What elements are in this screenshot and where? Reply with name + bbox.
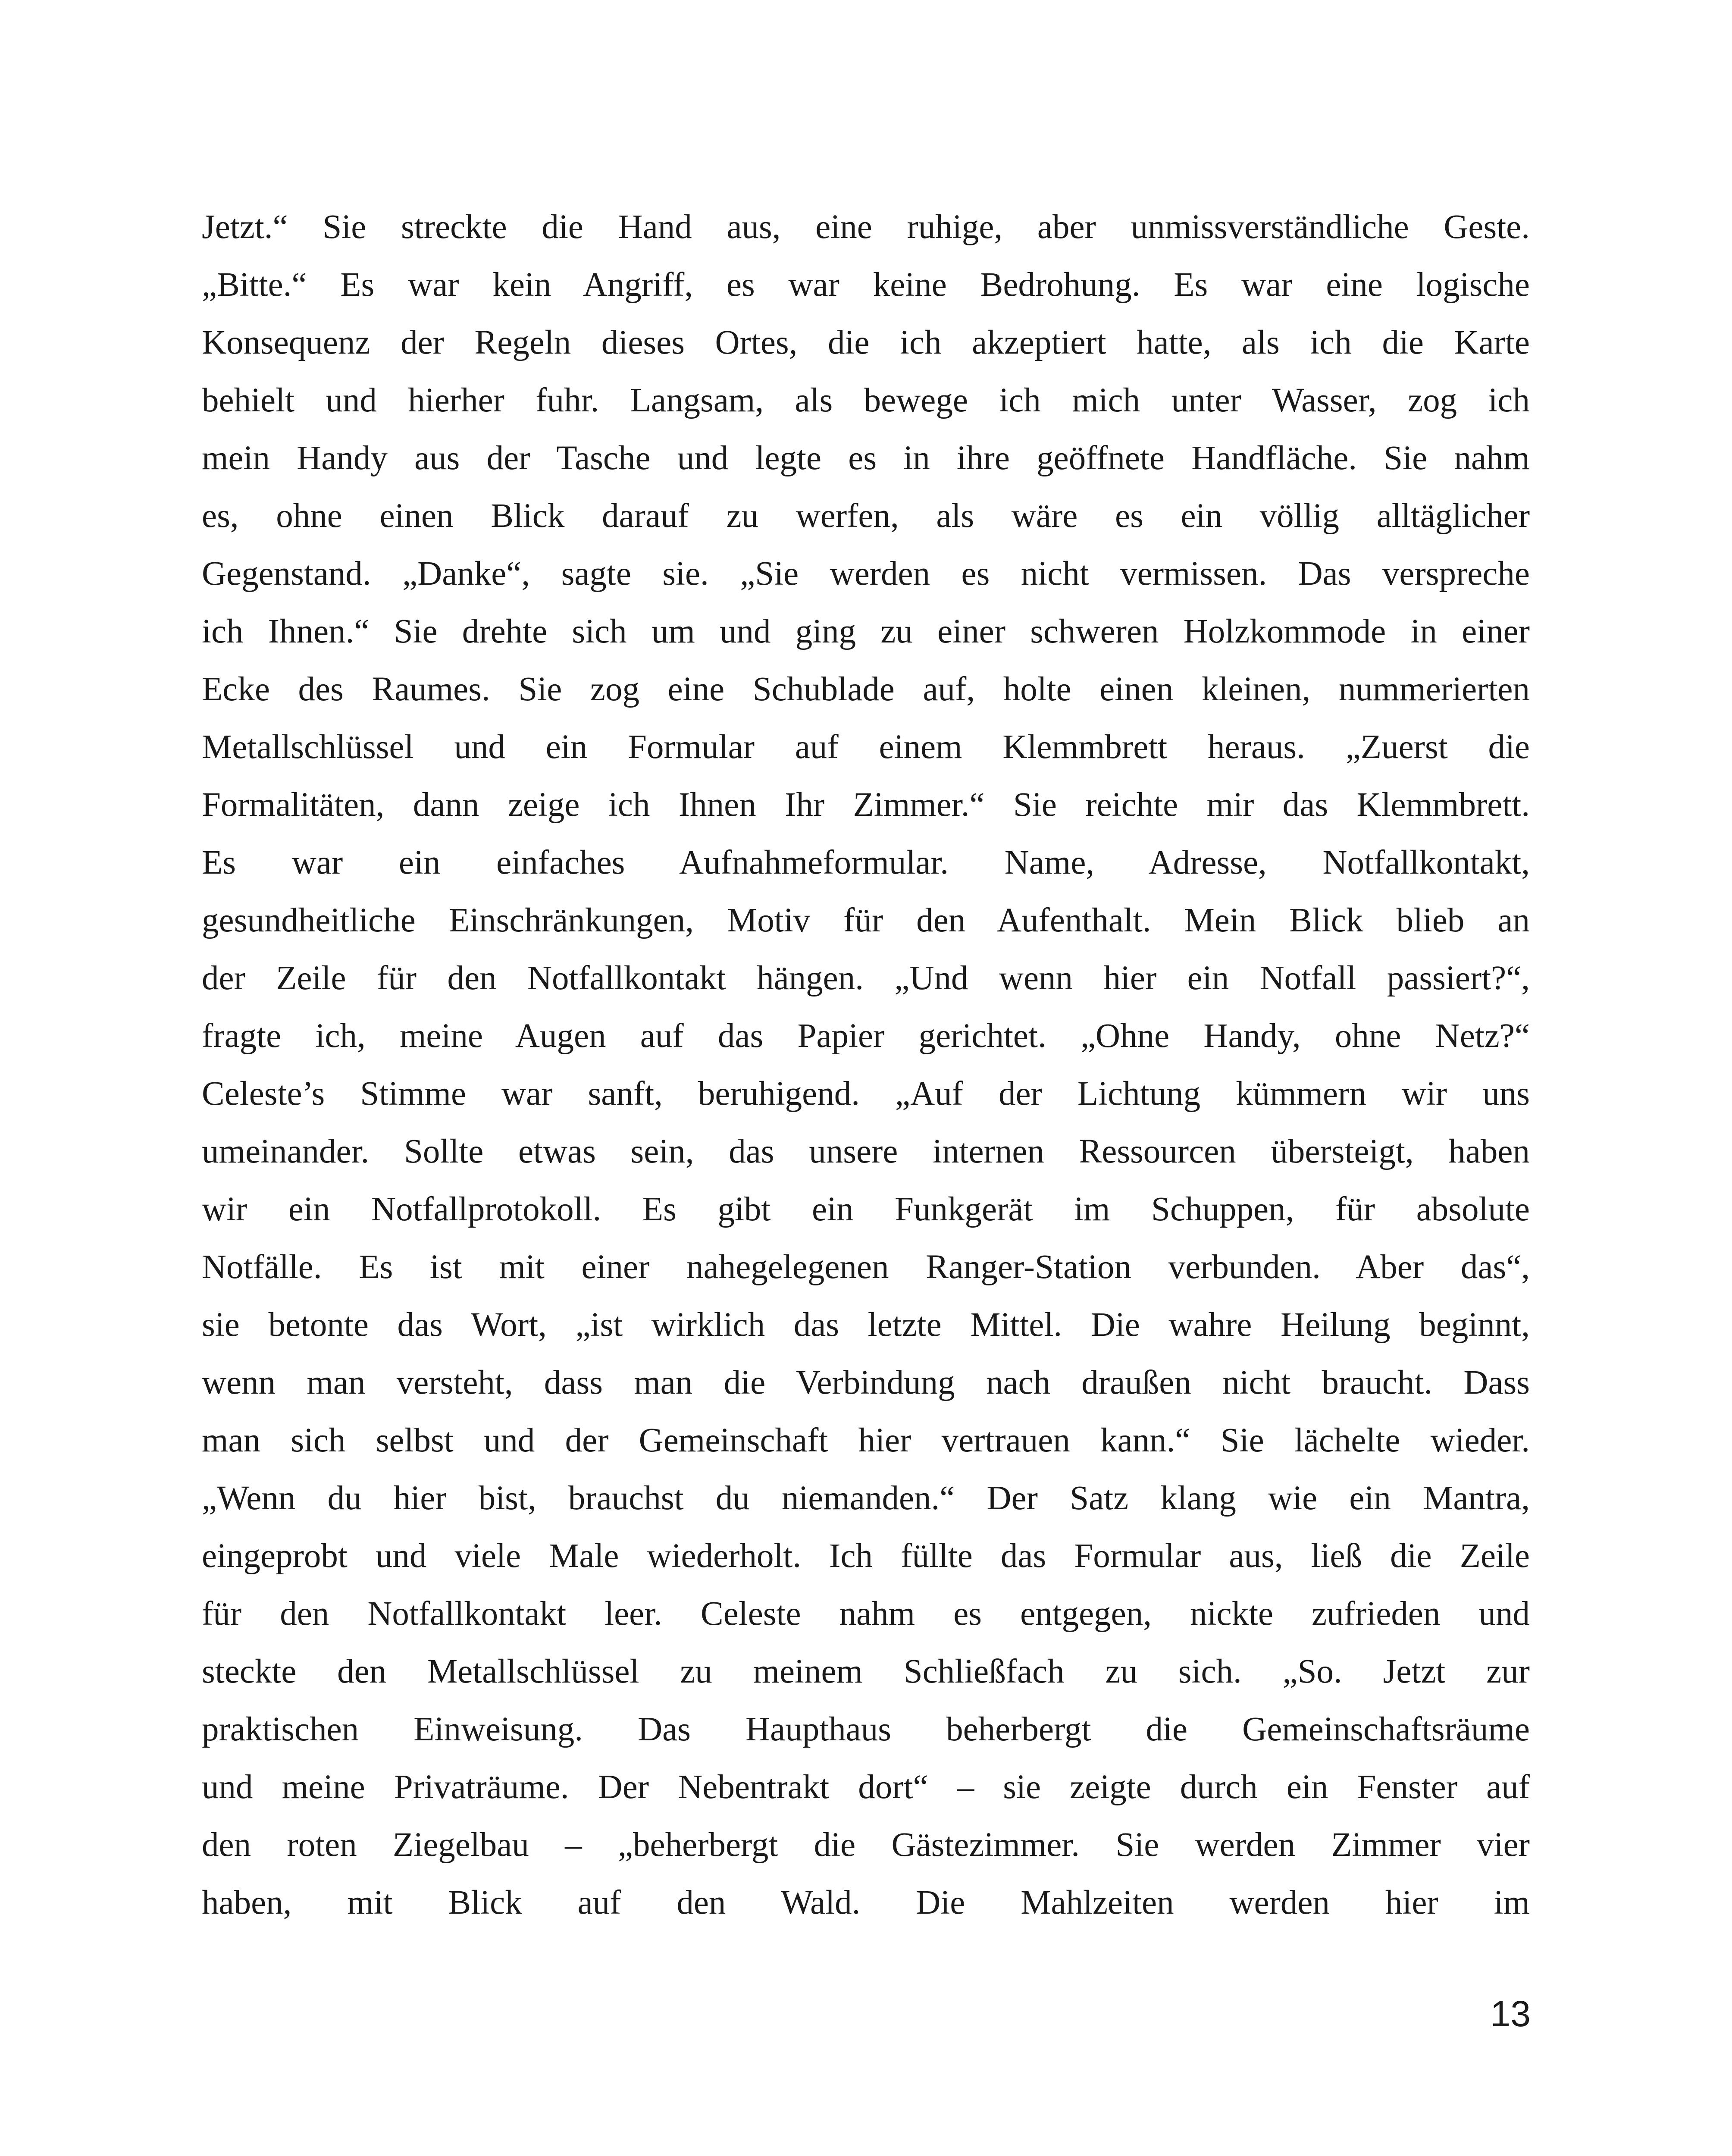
text-line: für den Notfallkontakt leer. Celeste nahm es entgegen, nickte zufrieden und [202, 1595, 1530, 1633]
text-line: und meine Privaträume. Der Nebentrakt dort“ – sie zeigte durch ein Fenster auf [202, 1768, 1530, 1806]
text-line: Es war ein einfaches Aufnahmeformular. Name, Adresse, Notfallkontakt, [202, 844, 1530, 881]
text-line: Metallschlüssel und ein Formular auf einem Klemmbrett heraus. „Zuerst die [202, 728, 1530, 766]
text-line: Jetzt.“ Sie streckte die Hand aus, eine ruhige, aber unmissverständliche Geste. [202, 208, 1530, 246]
body-text [202, 198, 1530, 1932]
text-line: „Bitte.“ Es war kein Angriff, es war keine Bedrohung. Es war eine logische [202, 266, 1530, 304]
text-line: haben, mit Blick auf den Wald. Die Mahlzeiten werden hier im [202, 1884, 1530, 1921]
text-line: gesundheitliche Einschränkungen, Motiv für den Aufenthalt. Mein Blick blieb an [202, 902, 1530, 939]
text-line: wenn man versteht, dass man die Verbindung nach draußen nicht braucht. Dass [202, 1364, 1530, 1401]
text-line: es, ohne einen Blick darauf zu werfen, als wäre es ein völlig alltäglicher [202, 497, 1530, 535]
text-line: sie betonte das Wort, „ist wirklich das letzte Mittel. Die wahre Heilung beginnt, [202, 1306, 1530, 1344]
text-line: praktischen Einweisung. Das Haupthaus beherbergt die Gemeinschaftsräume [202, 1711, 1530, 1748]
text-line: Ecke des Raumes. Sie zog eine Schublade auf, holte einen kleinen, nummerierten [202, 671, 1530, 708]
text-line: Gegenstand. „Danke“, sagte sie. „Sie werden es nicht vermissen. Das verspreche [202, 555, 1530, 592]
text-line: wir ein Notfallprotokoll. Es gibt ein Funkgerät im Schuppen, für absolute [202, 1191, 1530, 1228]
text-line: der Zeile für den Notfallkontakt hängen. „Und wenn hier ein Notfall passiert?“, [202, 959, 1530, 997]
text-line: „Wenn du hier bist, brauchst du niemanden.“ Der Satz klang wie ein Mantra, [202, 1479, 1530, 1517]
page-number: 13 [1490, 1993, 1531, 2034]
text-line: Konsequenz der Regeln dieses Ortes, die ich akzeptiert hatte, als ich die Karte [202, 324, 1530, 361]
text-line: steckte den Metallschlüssel zu meinem Schließfach zu sich. „So. Jetzt zur [202, 1653, 1530, 1690]
text-line: ich Ihnen.“ Sie drehte sich um und ging zu einer schweren Holzkommode in einer [202, 613, 1530, 650]
text-line: fragte ich, meine Augen auf das Papier gerichtet. „Ohne Handy, ohne Netz?“ [202, 1017, 1530, 1055]
text-line: man sich selbst und der Gemeinschaft hier vertrauen kann.“ Sie lächelte wieder. [202, 1422, 1530, 1459]
text-line: Formalitäten, dann zeige ich Ihnen Ihr Zimmer.“ Sie reichte mir das Klemmbrett. [202, 786, 1530, 824]
text-line: eingeprobt und viele Male wiederholt. Ich füllte das Formular aus, ließ die Zeile [202, 1537, 1530, 1575]
text-line: umeinander. Sollte etwas sein, das unsere internen Ressourcen übersteigt, haben [202, 1133, 1530, 1170]
text-line: Notfälle. Es ist mit einer nahegelegenen Ranger-Station verbunden. Aber das“, [202, 1248, 1530, 1286]
text-line: den roten Ziegelbau – „beherbergt die Gästezimmer. Sie werden Zimmer vier [202, 1826, 1530, 1864]
text-line: Celeste’s Stimme war sanft, beruhigend. „Auf der Lichtung kümmern wir uns [202, 1075, 1530, 1112]
text-line: behielt und hierher fuhr. Langsam, als bewege ich mich unter Wasser, zog ich [202, 382, 1530, 419]
text-line: mein Handy aus der Tasche und legte es in ihre geöffnete Handfläche. Sie nahm [202, 439, 1530, 477]
